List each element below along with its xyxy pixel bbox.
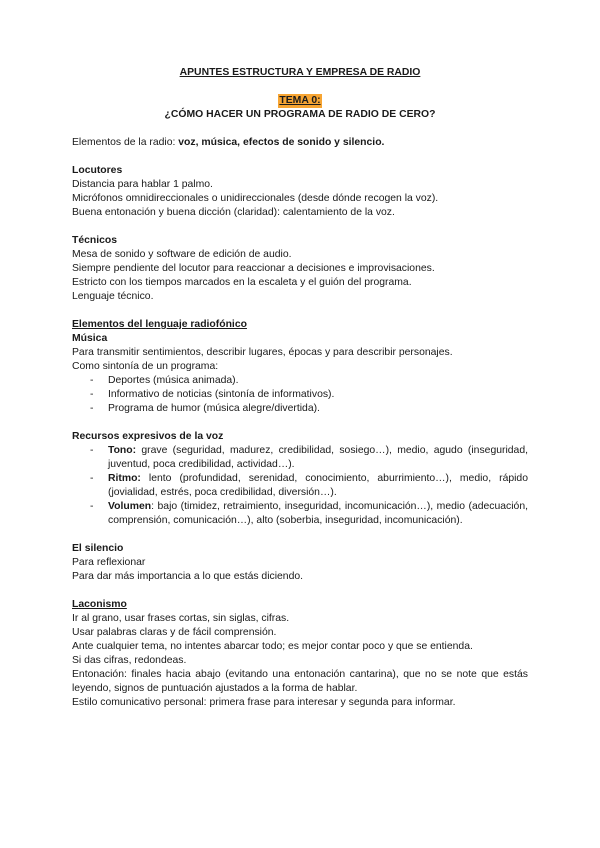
laconismo-line: Ir al grano, usar frases cortas, sin siglas, cifras. [72,613,290,624]
silencio-line: Para dar más importancia a lo que estás diciendo. [72,571,304,582]
recursos-list [72,444,528,528]
musica-list [72,374,528,416]
document-page [72,66,528,710]
recurso-term: Tono: [108,445,137,456]
laconismo-line: Estilo comunicativo personal: primera frase para interesar y segunda para informar. [72,697,456,708]
intro-line [72,136,528,150]
list-item: - Deportes (música animada). [90,374,528,388]
tecnicos-line: Mesa de sonido y software de edición de audio. [72,249,292,260]
laconismo-line: Ante cualquier tema, no intentes abarcar todo; es mejor contar poco y que se entienda. [72,641,473,652]
intro-prefix: Elementos de la radio: [72,137,179,148]
list-item: - Programa de humor (música alegre/divertida). [90,402,528,416]
tema-label: TEMA 0: [279,95,321,106]
list-item [90,472,528,500]
list-item [90,444,528,472]
laconismo-line: Entonación: finales hacia abajo (evitando una entonación cantarina), que no se note que estás leyendo, signos de puntuación ajustados a la forma de hablar. [72,669,528,694]
tecnicos-line: Lenguaje técnico. [72,291,154,302]
list-item [90,500,528,528]
silencio-heading: El silencio [72,543,124,554]
recurso-text: : bajo (timidez, retraimiento, inseguridad, incomunicación…), medio (adecuación, comprensión, comunicación…), alto (soberbia, inseguridad, incomunicación). [108,501,528,526]
list-item: - Informativo de noticias (sintonía de informativos). [90,388,528,402]
locutores-line: Distancia para hablar 1 palmo. [72,179,213,190]
laconismo-line: Si das cifras, redondeas. [72,655,187,666]
recursos-heading: Recursos expresivos de la voz [72,431,224,442]
locutores-heading: Locutores [72,165,123,176]
recurso-term: Volumen [108,501,152,512]
recurso-term: Ritmo: [108,473,141,484]
musica-line: Para transmitir sentimientos, describir lugares, épocas y para describir personajes. [72,347,453,358]
laconismo-heading: Laconismo [72,599,127,610]
musica-heading: Música [72,333,108,344]
musica-line: Como sintonía de un programa: [72,361,219,372]
locutores-line: Micrófonos omnidireccionales o unidireccionales (desde dónde recogen la voz). [72,193,439,204]
document-subtitle: ¿CÓMO HACER UN PROGRAMA DE RADIO DE CERO? [164,109,436,120]
recurso-text: grave (seguridad, madurez, credibilidad, sosiego…), medio, agudo (inseguridad, juventud, poca credibilidad, actividad…). [108,445,528,470]
tema-line [72,94,528,108]
silencio-line: Para reflexionar [72,557,146,568]
tecnicos-line: Estricto con los tiempos marcados en la escaleta y el guión del programa. [72,277,412,288]
locutores-line: Buena entonación y buena dicción (claridad): calentamiento de la voz. [72,207,395,218]
recurso-text: lento (profundidad, serenidad, conocimiento, aburrimiento…), medio, rápido (jovialidad, estrés, poca credibilidad, diversión…). [108,473,528,498]
tecnicos-heading: Técnicos [72,235,118,246]
document-title: APUNTES ESTRUCTURA Y EMPRESA DE RADIO [179,67,421,78]
intro-bold: voz, música, efectos de sonido y silencio. [178,137,385,148]
laconismo-line: Usar palabras claras y de fácil comprensión. [72,627,277,638]
tecnicos-line: Siempre pendiente del locutor para reaccionar a decisiones e improvisaciones. [72,263,435,274]
lenguaje-heading: Elementos del lenguaje radiofónico [72,319,247,330]
